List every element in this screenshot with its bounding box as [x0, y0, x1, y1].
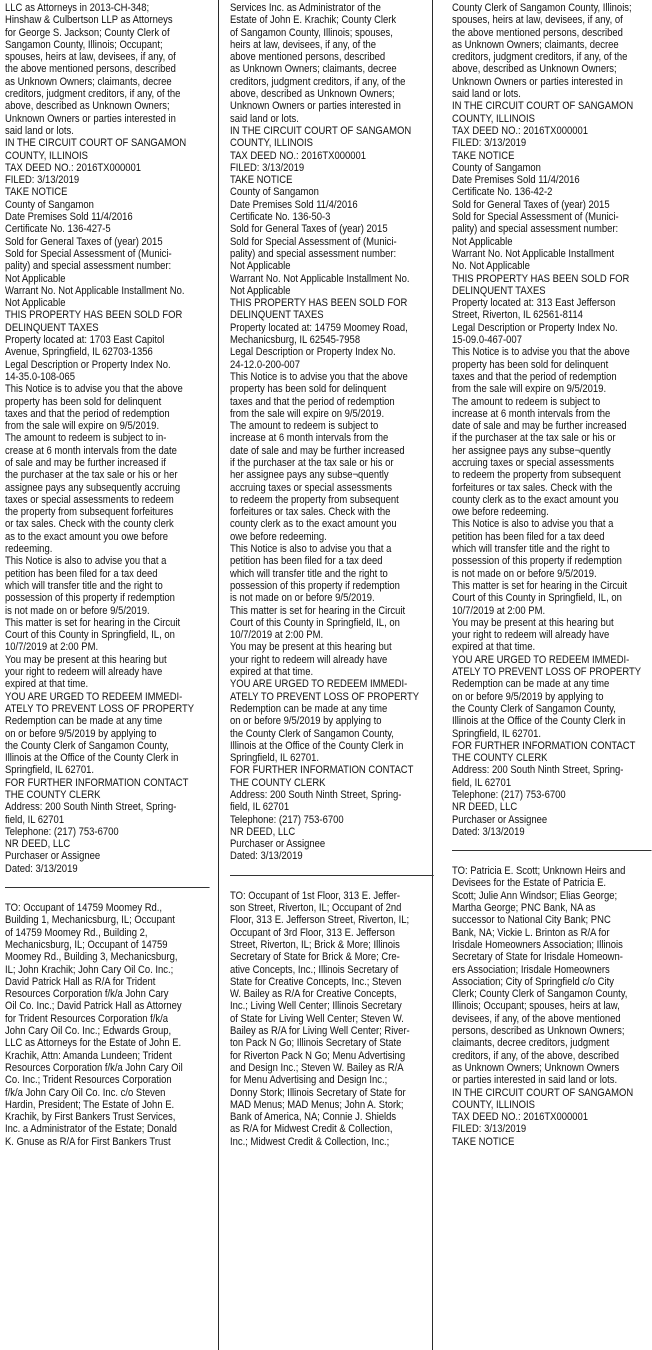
notice-separator-rule: [5, 887, 210, 888]
notice-text-line: TAKE NOTICE: [452, 1135, 515, 1148]
notice-text-line: This Notice is to advise you that the above: [5, 383, 183, 396]
notice-text-line: from the sale will expire on 9/5/2019.: [452, 383, 607, 396]
notice-text-line: if the purchaser at the tax sale or his or: [452, 432, 616, 445]
notice-text-line: or tax sales. Check with the county clerk: [5, 518, 174, 531]
notice-text-line: Legal Description or Property Index No.: [230, 346, 396, 359]
notice-text-line: Warrant No. Not Applicable Installment No.: [5, 284, 185, 297]
notice-text-line: Sold for General Taxes of (year) 2015: [5, 235, 163, 248]
notice-text-line: Not Applicable: [5, 272, 66, 285]
notice-text-line: THIS PROPERTY HAS BEEN SOLD FOR: [5, 309, 183, 322]
notice-text-line: county clerk as to the exact amount you: [452, 493, 619, 506]
notice-text-line: TO: Occupant of 1st Floor, 313 E. Jeffer-: [230, 889, 401, 902]
notice-text-line: which will transfer title and the right to: [452, 543, 610, 556]
notice-text-line: IN THE CIRCUIT COURT OF SANGAMON: [5, 137, 187, 150]
notice-text-line: County of Sangamon: [230, 186, 319, 199]
notice-text-line: Scott; Julie Ann Windsor; Elias George;: [452, 889, 618, 902]
notice-text-line: Date Premises Sold 11/4/2016: [5, 211, 133, 224]
legal-notice-block: [230, 2, 434, 863]
notice-text-line: County Clerk of Sangamon County, Illinois;: [452, 2, 632, 14]
notice-text-line: Hardin, President; The Estate of John E.: [5, 1098, 175, 1111]
notice-text-line: Building 1, Mechanicsburg, IL; Occupant: [5, 914, 175, 927]
notice-text-line: Floor, 313 E. Jefferson Street, Riverton, IL;: [230, 914, 410, 927]
notice-text-line: said land or lots.: [5, 124, 74, 137]
notice-text-line: increase at 6 month intervals from the: [230, 432, 389, 445]
notice-text-line: your right to redeem will already have: [452, 629, 610, 642]
notice-text-line: Sold for Special Assessment of (Munici-: [452, 211, 619, 224]
notice-text-line: from the sale will expire on 9/5/2019.: [5, 420, 160, 433]
notice-text-line: Sold for General Taxes of (year) 2015: [230, 223, 388, 236]
notice-text-line: above, described as Unknown Owners;: [5, 100, 170, 113]
notice-text-line: 15-09.0-467-007: [452, 334, 522, 347]
notice-text-line: This Notice is to advise you that the above: [230, 370, 408, 383]
notice-text-line: your right to redeem will already have: [5, 666, 163, 679]
notice-text-line: This Notice is also to advise you that a: [230, 543, 392, 556]
notice-text-line: above, described as Unknown Owners;: [452, 63, 617, 76]
notice-text-line: Property located at: 1703 East Capitol: [5, 334, 165, 347]
legal-notice-block: [452, 2, 652, 838]
notice-text-line: IN THE CIRCUIT COURT OF SANGAMON: [230, 124, 412, 137]
notice-text-line: IN THE CIRCUIT COURT OF SANGAMON: [452, 100, 634, 113]
notice-text-line: Clerk; County Clerk of Sangamon County,: [452, 988, 628, 1001]
notice-text-line: NR DEED, LLC: [452, 801, 518, 814]
notice-text-line: property has been sold for delinquent: [230, 383, 387, 396]
notice-text-line: pality) and special assessment number:: [5, 260, 172, 273]
notice-text-line: expired at that time.: [5, 678, 89, 691]
column-divider-1: [218, 0, 219, 1350]
notice-text-line: devisees, if any, of the above mentioned: [452, 1012, 621, 1025]
notice-text-line: W. Bailey as R/A for Creative Concepts,: [230, 988, 397, 1001]
notice-text-line: THIS PROPERTY HAS BEEN SOLD FOR: [452, 272, 630, 285]
notice-text-line: Court of this County in Springfield, IL, on: [230, 616, 400, 629]
notice-text-line: Mechanicsburg, IL 62545-7958: [230, 334, 361, 347]
notice-text-line: Not Applicable: [230, 260, 291, 273]
notice-text-line: spouses, heirs at law, devisees, if any, of: [5, 51, 176, 64]
notice-text-line: THE COUNTY CLERK: [230, 776, 326, 789]
notice-text-line: TAX DEED NO.: 2016TX000001: [452, 1111, 589, 1124]
notice-text-line: or parties interested in said land or lots.: [452, 1074, 618, 1087]
notice-text-line: John Cary Oil Co. Inc.; Edwards Group,: [5, 1025, 172, 1038]
notice-text-line: Inc. a Administrator of the Estate; Donald: [5, 1123, 177, 1136]
notice-text-line: ATELY TO PREVENT LOSS OF PROPERTY: [5, 702, 195, 715]
notice-text-line: TAX DEED NO.: 2016TX000001: [230, 149, 367, 162]
notice-text-line: possession of this property if redemption: [5, 592, 175, 605]
notice-text-line: Secretary of State for Brick & More; Cre-: [230, 951, 400, 964]
legal-notice-block: [452, 865, 652, 1148]
notice-text-line: FOR FURTHER INFORMATION CONTACT: [230, 764, 414, 777]
notice-text-line: The amount to redeem is subject to: [452, 395, 601, 408]
notice-text-line: Bank, NA; Vickie L. Brinton as R/A for: [452, 926, 610, 939]
notice-text-line: owe before redeeming.: [230, 530, 327, 543]
notice-text-line: Springfield, IL 62701.: [452, 727, 542, 740]
notice-text-line: Street, Riverton, IL; Brick & More; Illinois: [230, 938, 400, 951]
notice-text-line: f/k/a John Cary Oil Co. Inc. c/o Steven: [5, 1086, 166, 1099]
notice-text-line: TAKE NOTICE: [452, 149, 515, 162]
notice-text-line: taxes and that the period of redemption: [230, 395, 395, 408]
notice-text-line: which will transfer title and the right to: [5, 579, 163, 592]
notice-text-line: IL; John Krachik; John Cary Oil Co. Inc.;: [5, 963, 174, 976]
notice-text-line: as Unknown Owners; claimants, decree: [452, 38, 619, 51]
notice-text-line: Telephone: (217) 753-6700: [230, 813, 344, 826]
notice-text-line: taxes and that the period of redemption: [452, 370, 617, 383]
notice-text-line: MAD Menus; MAD Menus; John A. Stork;: [230, 1098, 404, 1111]
notice-text-line: Telephone: (217) 753-6700: [452, 789, 566, 801]
notice-text-line: Unknown Owners or parties interested in: [230, 100, 401, 113]
notice-text-line: FILED: 3/13/2019: [452, 137, 527, 150]
notice-text-line: Springfield, IL 62701.: [230, 752, 320, 765]
notice-text-line: Warrant No. Not Applicable Installment: [452, 247, 615, 260]
notice-text-line: This matter is set for hearing in the Circuit: [452, 579, 628, 592]
notice-text-line: County of Sangamon: [5, 198, 94, 211]
notice-text-line: increase at 6 month intervals from the: [452, 407, 611, 420]
notice-text-line: THIS PROPERTY HAS BEEN SOLD FOR: [230, 297, 408, 310]
notice-text-line: Illinois at the Office of the County Clerk in: [452, 715, 626, 728]
notice-text-line: said land or lots.: [452, 88, 521, 101]
notice-text-line: redeeming.: [5, 543, 53, 556]
notice-text-line: said land or lots.: [230, 112, 299, 125]
notice-text-line: Mechanicsburg, IL; Occupant of 14759: [5, 938, 168, 951]
notice-text-line: Dated: 3/13/2019: [452, 825, 525, 838]
notice-text-line: Not Applicable: [452, 235, 513, 248]
notice-text-line: DELINQUENT TAXES: [5, 321, 99, 334]
notice-text-line: LLC as Attorneys in 2013-CH-348;: [5, 2, 150, 14]
notice-text-line: YOU ARE URGED TO REDEEM IMMEDI-: [452, 653, 630, 666]
notice-text-line: on or before 9/5/2019 by applying to: [452, 690, 604, 703]
notice-text-line: FILED: 3/13/2019: [5, 174, 80, 187]
notice-text-line: Co. Inc.; Trident Resources Corporation: [5, 1074, 172, 1087]
notice-text-line: Redemption can be made at any time: [5, 715, 163, 728]
notice-text-line: Address: 200 South Ninth Street, Spring-: [5, 801, 177, 814]
notice-text-line: This Notice is to advise you that the above: [452, 346, 630, 359]
notice-text-line: her assignee pays any subse¬quently: [452, 444, 611, 457]
notice-text-line: Court of this County in Springfield, IL, on: [5, 629, 175, 642]
notice-text-line: Legal Description or Property Index No.: [452, 321, 618, 334]
notice-text-line: IN THE CIRCUIT COURT OF SANGAMON: [452, 1086, 634, 1099]
notice-text-line: Bank of America, NA; Connie J. Shields: [230, 1111, 397, 1124]
notice-text-line: David Patrick Hall as R/A for Trident: [5, 975, 156, 988]
notice-text-line: as to the exact amount you owe before: [5, 530, 169, 543]
notice-text-line: Unknown Owners or parties interested in: [452, 75, 623, 88]
notice-text-line: You may be present at this hearing but: [452, 616, 614, 629]
notice-text-line: This matter is set for hearing in the Circuit: [230, 604, 406, 617]
notice-text-line: Martha George; PNC Bank, NA as: [452, 902, 596, 915]
notice-text-line: You may be present at this hearing but: [5, 653, 167, 666]
notice-text-line: FOR FURTHER INFORMATION CONTACT: [452, 739, 636, 752]
notice-text-line: on or before 9/5/2019 by applying to: [230, 715, 382, 728]
notice-text-line: K. Gnuse as R/A for First Bankers Trust: [5, 1135, 171, 1148]
notice-text-line: field, IL 62701: [452, 776, 512, 789]
notice-text-line: Illinois at the Office of the County Clerk in: [5, 752, 179, 765]
notice-text-line: TO: Patricia E. Scott; Unknown Heirs and: [452, 865, 626, 878]
notice-text-line: FILED: 3/13/2019: [230, 161, 305, 174]
notice-text-line: Illinois at the Office of the County Clerk in: [230, 739, 404, 752]
notice-text-line: expired at that time.: [230, 666, 314, 679]
notice-text-line: Oil Co. Inc.; David Patrick Hall as Attorney: [5, 1000, 182, 1013]
notice-text-line: 24-12.0-200-007: [230, 358, 300, 371]
notice-text-line: property has been sold for delinquent: [5, 395, 162, 408]
notice-text-line: THE COUNTY CLERK: [5, 789, 101, 801]
notice-text-line: taxes or special assessments to redeem: [5, 493, 174, 506]
notice-text-line: FILED: 3/13/2019: [452, 1123, 527, 1136]
notice-text-line: 10/7/2019 at 2:00 PM.: [452, 604, 546, 617]
notice-text-line: her assignee pays any subse¬quently: [230, 469, 389, 482]
notice-text-line: above, described as Unknown Owners;: [230, 88, 395, 101]
notice-text-line: Date Premises Sold 11/4/2016: [452, 174, 580, 187]
notice-text-line: TO: Occupant of 14759 Moomey Rd.,: [5, 902, 163, 915]
notice-text-line: petition has been filed for a tax deed: [452, 530, 605, 543]
notice-text-line: The amount to redeem is subject to: [230, 420, 379, 433]
notice-text-line: which will transfer title and the right to: [230, 567, 388, 580]
notice-text-line: ATELY TO PREVENT LOSS OF PROPERTY: [452, 666, 642, 679]
notice-text-line: Sangamon County, Illinois; Occupant;: [5, 38, 163, 51]
notice-text-line: property has been sold for delinquent: [452, 358, 609, 371]
notice-text-line: ATELY TO PREVENT LOSS OF PROPERTY: [230, 690, 420, 703]
notice-text-line: Property located at: 313 East Jefferson: [452, 297, 616, 310]
notice-text-line: ers Association; Irisdale Homeowners: [452, 963, 610, 976]
notice-text-line: for Menu Advertising and Design Inc.;: [230, 1074, 388, 1087]
notice-text-line: crease at 6 month intervals from the date: [5, 444, 177, 457]
notice-text-line: petition has been filed for a tax deed: [5, 567, 158, 580]
notice-text-line: as Unknown Owners; claimants, decree: [230, 63, 397, 76]
notice-text-line: if the purchaser at the tax sale or his or: [230, 456, 394, 469]
notice-text-line: is not made on or before 9/5/2019.: [5, 604, 150, 617]
notice-text-line: Estate of John E. Krachik; County Clerk: [230, 14, 397, 27]
notice-text-line: date of sale and may be further increased: [230, 444, 405, 457]
notice-text-line: NR DEED, LLC: [230, 825, 296, 838]
notice-text-line: TAX DEED NO.: 2016TX000001: [5, 161, 142, 174]
notice-text-line: the property from subsequent forfeitures: [5, 506, 174, 519]
notice-text-line: successor to National City Bank; PNC: [452, 914, 611, 927]
notice-text-line: Irisdale Homeowners Association; Illinois: [452, 938, 623, 951]
notice-text-line: heirs at law, devisees, if any, of the: [230, 38, 377, 51]
notice-text-line: forfeitures or tax sales. Check with the: [452, 481, 613, 494]
notice-text-line: Redemption can be made at any time: [230, 702, 388, 715]
notice-text-line: Redemption can be made at any time: [452, 678, 610, 691]
notice-text-line: LLC as Attorneys for the Estate of John E.: [5, 1037, 182, 1050]
notice-text-line: COUNTY, ILLINOIS: [5, 149, 88, 162]
notice-text-line: Krachik, Attn: Amanda Lundeen; Trident: [5, 1049, 172, 1062]
notice-text-line: Resources Corporation f/k/a John Cary Oil: [5, 1061, 183, 1074]
notice-text-line: creditors, judgment creditors, if any, of the: [452, 51, 628, 64]
notice-text-line: THE COUNTY CLERK: [452, 752, 548, 765]
notice-text-line: your right to redeem will already have: [230, 653, 388, 666]
notice-text-line: pality) and special assessment number:: [230, 247, 397, 260]
notice-text-line: Warrant No. Not Applicable Installment No.: [230, 272, 410, 285]
notice-text-line: creditors, judgment creditors, if any, of the: [230, 75, 406, 88]
notice-text-line: Dated: 3/13/2019: [230, 850, 303, 863]
notice-text-line: creditors, judgment creditors, if any, of the: [5, 88, 181, 101]
notice-text-line: Sold for Special Assessment of (Munici-: [230, 235, 397, 248]
notice-text-line: County of Sangamon: [452, 161, 541, 174]
notice-text-line: and Design Inc.; Steven W. Bailey as R/A: [230, 1061, 404, 1074]
notice-text-line: Court of this County in Springfield, IL, on: [452, 592, 622, 605]
notice-text-line: Illinois; Occupant; spouses, heirs at law,: [452, 1000, 620, 1013]
notice-text-line: TAKE NOTICE: [5, 186, 68, 199]
notice-text-line: pality) and special assessment number:: [452, 223, 619, 236]
notice-column-3: [452, 2, 652, 1348]
notice-text-line: persons, described as Unknown Owners;: [452, 1025, 625, 1038]
notice-text-line: Street, Riverton, IL 62561-8114: [452, 309, 583, 322]
notice-text-line: Unknown Owners or parties interested in: [5, 112, 176, 125]
notice-separator-rule: [452, 850, 652, 851]
notice-text-line: owe before redeeming.: [452, 506, 549, 519]
notice-text-line: Services Inc. as Administrator of the: [230, 2, 381, 14]
notice-text-line: the above mentioned persons, described: [452, 26, 623, 39]
notice-text-line: Inc.; Midwest Credit & Collection, Inc.;: [230, 1135, 390, 1148]
notice-text-line: Inc.; Living Well Center; Illinois Secretary: [230, 1000, 402, 1013]
notice-column-2: [230, 2, 434, 1348]
notice-text-line: assignee pays any subsequently accruing: [5, 481, 181, 494]
notice-text-line: This Notice is also to advise you that a: [452, 518, 614, 531]
notice-text-line: accruing taxes or special assessments: [230, 481, 392, 494]
notice-text-line: Purchaser or Assignee: [452, 813, 548, 826]
notice-text-line: ative Concepts, Inc.; Illinois Secretary of: [230, 963, 399, 976]
notice-text-line: Date Premises Sold 11/4/2016: [230, 198, 358, 211]
notice-text-line: Not Applicable: [5, 297, 66, 310]
notice-text-line: Purchaser or Assignee: [230, 838, 326, 851]
notice-text-line: of Sangamon County, Illinois; spouses,: [230, 26, 393, 39]
legal-notice-block: [5, 902, 210, 1148]
notice-text-line: Purchaser or Assignee: [5, 850, 101, 863]
notice-text-line: 14-35.0-108-065: [5, 370, 75, 383]
notice-column-1: [5, 2, 210, 1348]
notice-text-line: is not made on or before 9/5/2019.: [230, 592, 375, 605]
notice-text-line: petition has been filed for a tax deed: [230, 555, 383, 568]
notice-text-line: Certificate No. 136-42-2: [452, 186, 553, 199]
notice-text-line: 10/7/2019 at 2:00 PM.: [230, 629, 324, 642]
notice-text-line: 10/7/2019 at 2:00 PM.: [5, 641, 99, 654]
notice-text-line: as R/A for Midwest Credit & Collection,: [230, 1123, 393, 1136]
notice-text-line: as Unknown Owners; claimants, decree: [5, 75, 172, 88]
notice-text-line: for Riverton Pack N Go; Menu Advertising: [230, 1049, 406, 1062]
notice-text-line: COUNTY, ILLINOIS: [452, 112, 535, 125]
notice-text-line: FOR FURTHER INFORMATION CONTACT: [5, 776, 189, 789]
notice-separator-rule: [230, 875, 434, 876]
notice-text-line: COUNTY, ILLINOIS: [452, 1098, 535, 1111]
notice-text-line: to redeem the property from subsequent: [230, 493, 399, 506]
notice-text-line: the County Clerk of Sangamon County,: [230, 727, 394, 740]
notice-text-line: Hinshaw & Culbertson LLP as Attorneys: [5, 14, 173, 27]
notice-text-line: Certificate No. 136-50-3: [230, 211, 331, 224]
notice-text-line: son Street, Riverton, IL; Occupant of 2nd: [230, 902, 402, 915]
notice-text-line: of 14759 Moomey Rd., Building 2,: [5, 926, 148, 939]
notice-text-line: No. Not Applicable: [452, 260, 530, 273]
notice-text-line: Address: 200 South Ninth Street, Spring-: [452, 764, 624, 777]
notice-text-line: the purchaser at the tax sale or his or her: [5, 469, 178, 482]
notice-text-line: as Unknown Owners; Unknown Owners: [452, 1061, 620, 1074]
notice-text-line: Sold for General Taxes of (year) 2015: [452, 198, 610, 211]
notice-text-line: from the sale will expire on 9/5/2019.: [230, 407, 385, 420]
notice-text-line: accruing taxes or special assessments: [452, 456, 614, 469]
notice-text-line: Sold for Special Assessment of (Munici-: [5, 247, 172, 260]
notice-text-line: Donny Stork; Illinois Secretary of State for: [230, 1086, 406, 1099]
notice-text-line: field, IL 62701: [5, 813, 65, 826]
notice-text-line: county clerk as to the exact amount you: [230, 518, 397, 531]
notice-text-line: State for Creative Concepts, Inc.; Steven: [230, 975, 402, 988]
notice-text-line: Bailey as R/A for Living Well Center; River-: [230, 1025, 410, 1038]
notice-text-line: Occupant of 3rd Floor, 313 E. Jefferson: [230, 926, 395, 939]
notice-text-line: is not made on or before 9/5/2019.: [452, 567, 597, 580]
notice-text-line: This Notice is also to advise you that a: [5, 555, 167, 568]
notice-text-line: for Trident Resources Corporation f/k/a: [5, 1012, 168, 1025]
notice-text-line: The amount to redeem is subject to in-: [5, 432, 167, 445]
notice-text-line: Address: 200 South Ninth Street, Spring-: [230, 789, 402, 801]
notice-text-line: Dated: 3/13/2019: [5, 862, 78, 875]
notice-text-line: date of sale and may be further increased: [452, 420, 627, 433]
notice-text-line: TAX DEED NO.: 2016TX000001: [452, 124, 589, 137]
notice-text-line: field, IL 62701: [230, 801, 290, 814]
notice-text-line: Not Applicable: [230, 284, 291, 297]
notice-text-line: DELINQUENT TAXES: [452, 284, 546, 297]
notice-text-line: of sale and may be further increased if: [5, 456, 166, 469]
notice-text-line: forfeitures or tax sales. Check with the: [230, 506, 391, 519]
notice-text-line: to redeem the property from subsequent: [452, 469, 621, 482]
notice-text-line: NR DEED, LLC: [5, 838, 71, 851]
notice-text-line: COUNTY, ILLINOIS: [230, 137, 313, 150]
notice-text-line: Krachik, by First Bankers Trust Services,: [5, 1111, 176, 1124]
legal-notice-block: [230, 890, 434, 1148]
notice-text-line: the County Clerk of Sangamon County,: [5, 739, 169, 752]
notice-text-line: DELINQUENT TAXES: [230, 309, 324, 322]
notice-text-line: Legal Description or Property Index No.: [5, 358, 171, 371]
notice-text-line: Telephone: (217) 753-6700: [5, 825, 119, 838]
notice-text-line: This matter is set for hearing in the Circuit: [5, 616, 181, 629]
notice-text-line: TAKE NOTICE: [230, 174, 293, 187]
notice-text-line: for George S. Jackson; County Clerk of: [5, 26, 170, 39]
notice-text-line: taxes and that the period of redemption: [5, 407, 170, 420]
notice-text-line: Secretary of State for Irisdale Homeown-: [452, 951, 623, 964]
notice-text-line: spouses, heirs at law, devisees, if any, of: [452, 14, 623, 27]
notice-text-line: possession of this property if redemption: [230, 579, 400, 592]
notice-text-line: of State for Living Well Center; Steven W.: [230, 1012, 404, 1025]
notice-text-line: Property located at: 14759 Moomey Road,: [230, 321, 408, 334]
notice-text-line: YOU ARE URGED TO REDEEM IMMEDI-: [230, 678, 408, 691]
notice-text-line: Springfield, IL 62701.: [5, 764, 95, 777]
notice-text-line: Devisees for the Estate of Patricia E.: [452, 877, 607, 890]
notice-text-line: Certificate No. 136-427-5: [5, 223, 111, 236]
legal-notice-block: [5, 2, 210, 875]
notice-text-line: the above mentioned persons, described: [5, 63, 176, 76]
notice-text-line: on or before 9/5/2019 by applying to: [5, 727, 157, 740]
notice-text-line: Association; City of Springfield c/o City: [452, 975, 614, 988]
notice-text-line: claimants, decree creditors, judgment: [452, 1037, 610, 1050]
notice-text-line: possession of this property if redemption: [452, 555, 622, 568]
notice-text-line: YOU ARE URGED TO REDEEM IMMEDI-: [5, 690, 183, 703]
notice-text-line: the County Clerk of Sangamon County,: [452, 702, 616, 715]
notice-text-line: above mentioned persons, described: [230, 51, 386, 64]
notice-text-line: Avenue, Springfield, IL 62703-1356: [5, 346, 153, 359]
notice-text-line: Moomey Rd., Building 3, Mechanicsburg,: [5, 951, 178, 964]
notice-text-line: creditors, if any, of the above, described: [452, 1049, 620, 1062]
notice-text-line: expired at that time.: [452, 641, 536, 654]
notice-text-line: ton Pack N Go; Illinois Secretary of State: [230, 1037, 402, 1050]
notice-text-line: Resources Corporation f/k/a John Cary: [5, 988, 169, 1001]
notice-text-line: You may be present at this hearing but: [230, 641, 392, 654]
